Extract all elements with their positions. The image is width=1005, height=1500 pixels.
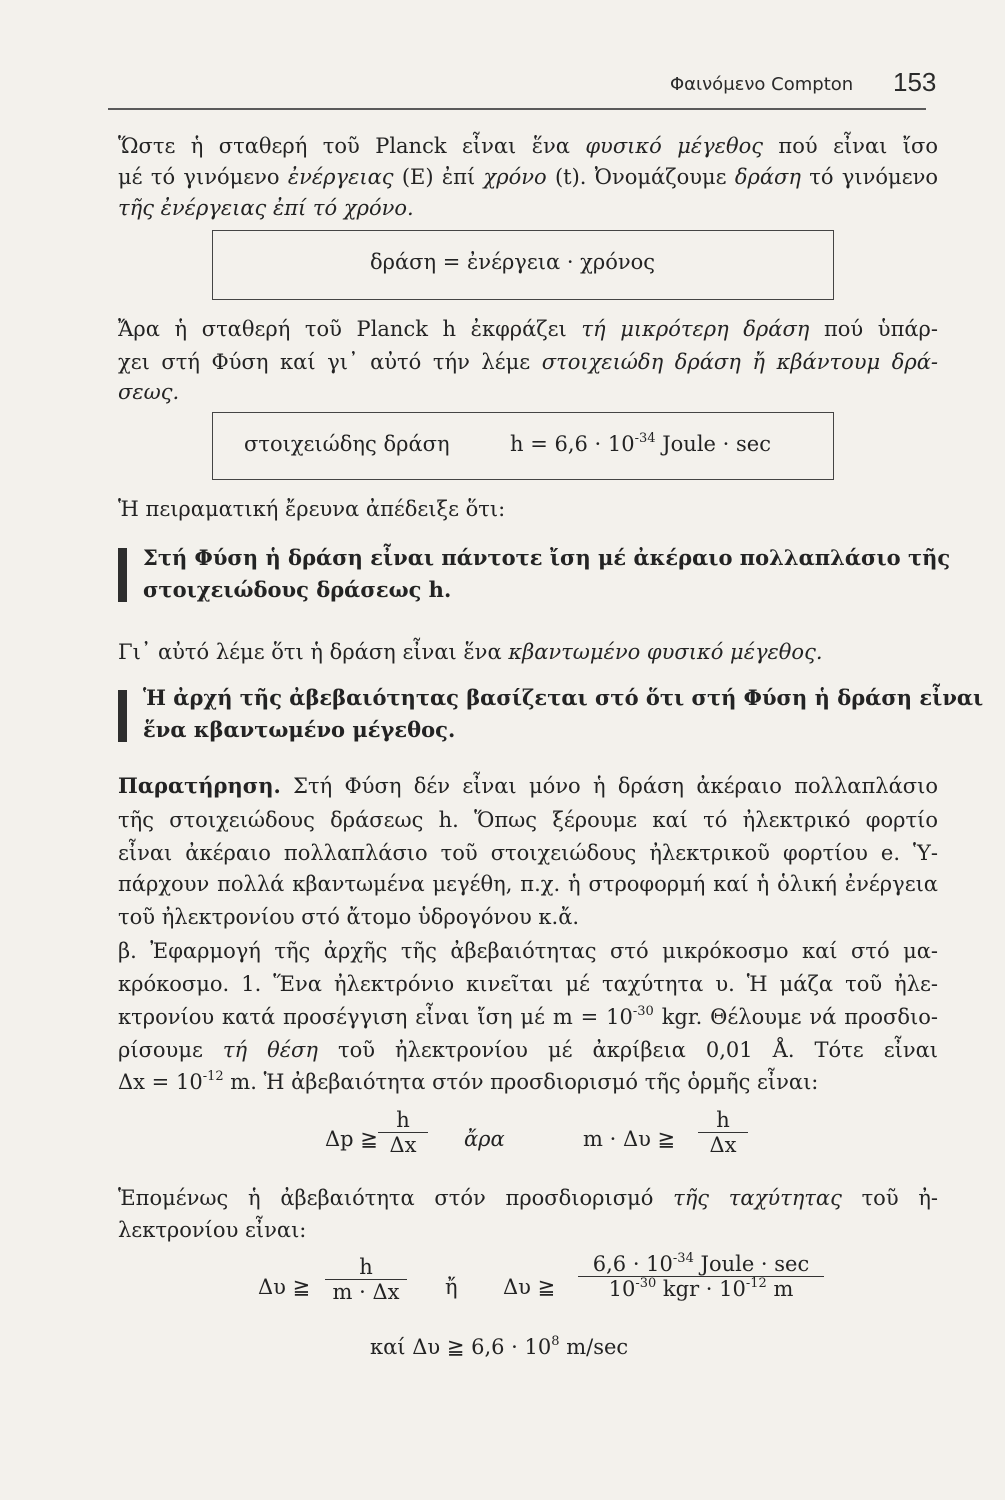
eq3-result: καί Δυ ≧ $6,6 \cdot 10^8$ m/sec (370, 1334, 629, 1359)
highlight1-line2: στοιχειώδους δράσεως h. (143, 577, 452, 602)
para1-line1: Ὥστε ἡ σταθερή τοῦ Planck εἶναι ἕνα φυσικό μέγεθος πού εἶναι ἴσο (118, 134, 938, 158)
remark-line2: τῆς στοιχειώδους δράσεως h. Ὅπως ξέρουμε καί τό ἠλεκτρικό φορτίο (118, 808, 938, 832)
section-b-line2: κρόκοσμο. 1. Ἕνα ἠλεκτρόνιο κινεῖται μέ ταχύτητα υ. Ἡ μάζα τοῦ ἠλε- (118, 972, 938, 996)
eq2-word: ἤ (445, 1275, 458, 1299)
eq2-lhs: Δυ ≧ (258, 1275, 311, 1299)
remark-line1: Παρατήρηση. Στή Φύση δέν εἶναι μόνο ἡ δράση ἀκέραιο πολλαπλάσιο (118, 773, 938, 798)
header-rule (108, 108, 926, 110)
remark-line5: τοῦ ἠλεκτρονίου στό ἄτομο ὑδρογόνου κ.ἄ. (118, 905, 580, 929)
highlight2-line1: Ἡ ἀρχή τῆς ἀβεβαιότητας βασίζεται στό ὅτι στή Φύση ἡ δράση εἶναι (143, 685, 984, 710)
remark-line3: εἶναι ἀκέραιο πολλαπλάσιο τοῦ στοιχειώδους ἠλεκτρικοῦ φορτίου e. Ὑ- (118, 841, 938, 865)
para3: Ἡ πειραματική ἔρευνα ἀπέδειξε ὅτι: (118, 497, 506, 521)
para1-line2: μέ τό γινόμενο ἐνέργειας (E) ἐπί χρόνο (t). Ὀνομάζουμε δράση τό γινόμενο (118, 165, 938, 189)
para2-line3: σεως. (118, 380, 180, 404)
section-b-line1: β. Ἐφαρμογή τῆς ἀρχῆς τῆς ἀβεβαιότητας στό μικρόκοσμο καί στό μα- (118, 939, 938, 963)
highlight2-line2: ἕνα κβαντωμένο μέγεθος. (143, 717, 456, 742)
eq1-word: ἄρα (464, 1127, 505, 1151)
eq1-lhs2: m · Δυ ≧ (583, 1127, 676, 1151)
para5-line2: λεκτρονίου εἶναι: (118, 1218, 307, 1242)
formula-action: δράση = ἐνέργεια · χρόνος (370, 250, 656, 274)
running-header-title: Φαινόμενο Compton (670, 74, 854, 95)
page-number: 153 (893, 67, 937, 97)
planck-value: $h = 6,6 \cdot 10^{-34}$ Joule · sec (510, 431, 771, 456)
para2-line1: Ἄρα ἡ σταθερή τοῦ Planck h ἐκφράζει τή μικρότερη δράση πού ὑπάρ- (118, 317, 938, 341)
planck-label: στοιχειώδης δράση (244, 432, 450, 456)
eq2-fraction2: $6,6 \cdot 10^{-34}$ Joule · sec $10^{-30}$ kgr · $10^{-12}$ m (578, 1252, 824, 1301)
para1-line3: τῆς ἐνέργειας ἐπί τό χρόνο. (118, 196, 414, 220)
section-b-line4: ρίσουμε τή θέση τοῦ ἠλεκτρονίου μέ ἀκρίβεια 0,01 Å. Τότε εἶναι (118, 1038, 939, 1062)
eq2-lhs2: Δυ ≧ (503, 1275, 556, 1299)
remark-line4: πάρχουν πολλά κβαντωμένα μεγέθη, π.χ. ἡ στροφορμή καί ἡ ὁλική ἐνέργεια (118, 872, 938, 896)
para5-line1: Ἑπομένως ἡ ἀβεβαιότητα στόν προσδιορισμό τῆς ταχύτητας τοῦ ἠ- (118, 1186, 938, 1210)
para4: Γι᾿ αὐτό λέμε ὅτι ἡ δράση εἶναι ἕνα κβαντωμένο φυσικό μέγεθος. (118, 640, 823, 664)
section-b-line3: κτρονίου κατά προσέγγιση εἶναι ἴση μέ $m = 10^{-30}$ kgr. Θέλουμε νά προσδιο- (118, 1004, 938, 1029)
eq1-fraction: $\frac{h}{\Delta x}$ (378, 1108, 428, 1157)
highlight1-line1: Στή Φύση ἡ δράση εἶναι πάντοτε ἴση μέ ἀκέραιο πολλαπλάσιο τῆς (143, 545, 951, 570)
eq2-fraction: $\frac{h}{m \cdot \Delta x}$ (325, 1255, 407, 1304)
section-b-line5: $\Delta x = 10^{-12}$ m. Ἡ ἀβεβαιότητα στόν προσδιορισμό τῆς ὁρμῆς εἶναι: (118, 1069, 819, 1094)
highlight-bar (118, 690, 127, 742)
highlight-bar (118, 548, 127, 602)
eq1-fraction2: $\frac{h}{\Delta x}$ (698, 1108, 748, 1157)
para2-line2: χει στή Φύση καί γι᾿ αὐτό τήν λέμε στοιχειώδη δράση ἤ κβάντουμ δρά- (118, 350, 939, 374)
eq1-lhs: Δp ≧ (325, 1127, 378, 1151)
